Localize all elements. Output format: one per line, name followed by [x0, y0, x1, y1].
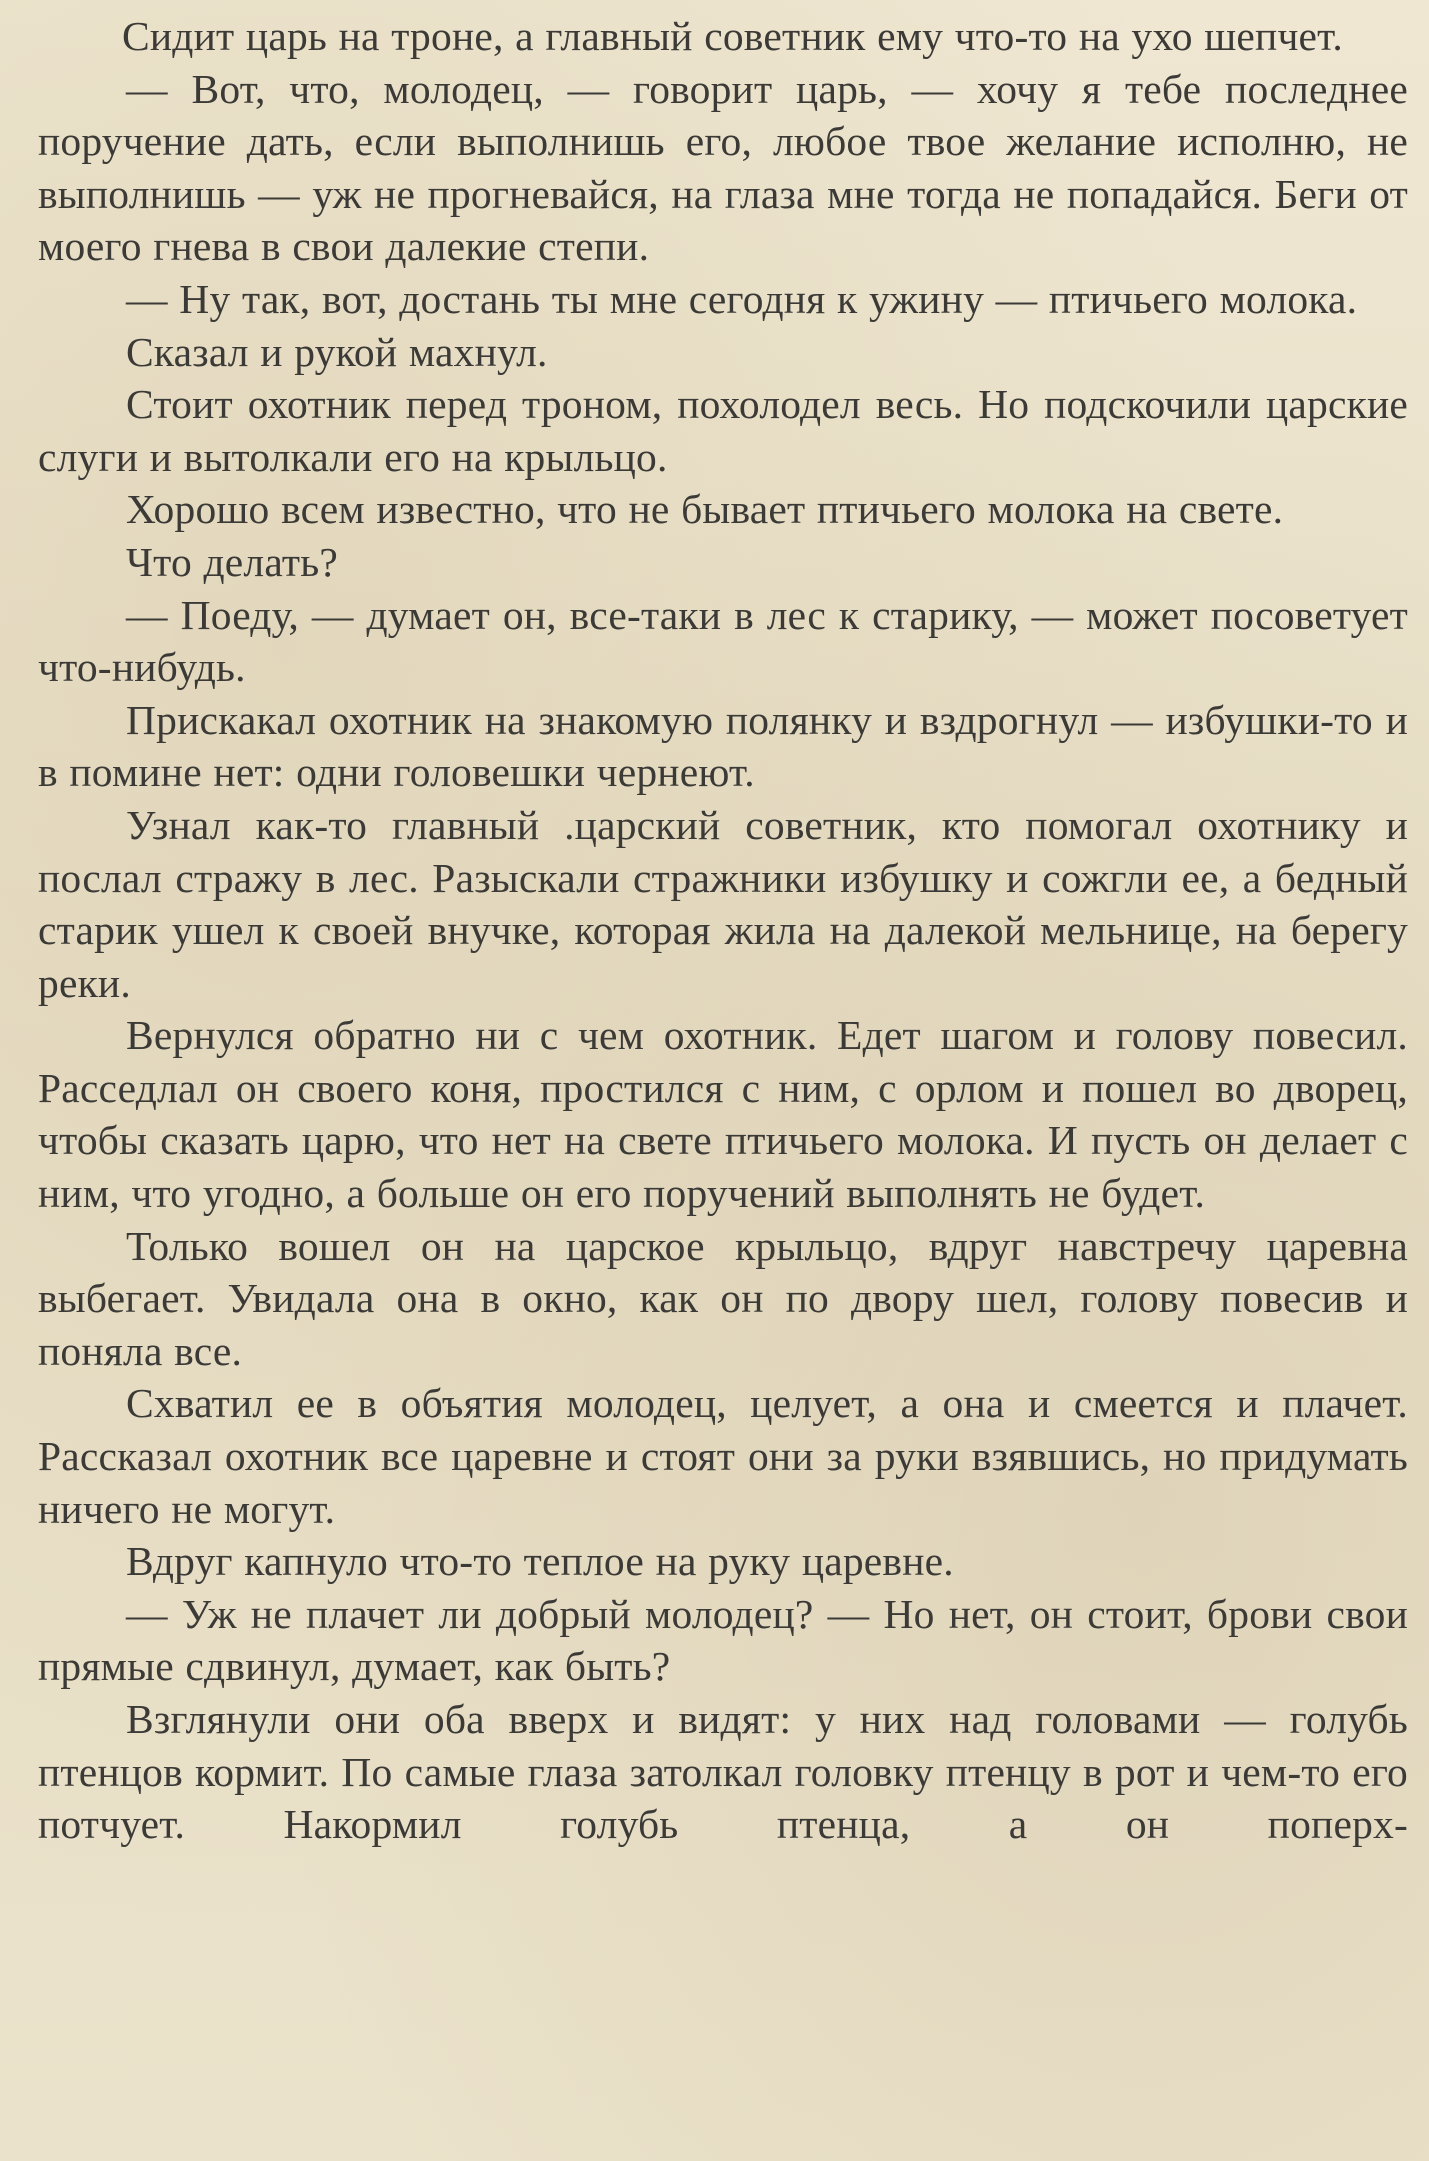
paragraph: Узнал как-то главный .царский советник, кто помогал охотнику и послал стражу в лес. Разыскали стражники избушку и сожгли ее, а бедный старик ушел к своей внучке, которая жила на далекой мельнице, на берегу реки.	[38, 801, 1408, 1006]
paragraph: — Уж не плачет ли добрый молодец? — Но нет, он стоит, брови свои прямые сдвинул, думает, как быть?	[38, 1590, 1408, 1690]
paragraph: Сказал и рукой махнул.	[126, 328, 548, 375]
paragraph: Только вошел он на царское крыльцо, вдруг навстречу царевна выбегает. Увидала она в окно, как он по двору шел, голову повесив и поняла все.	[38, 1222, 1408, 1374]
paragraph: Вдруг капнуло что-то теплое на руку царевне.	[126, 1538, 954, 1585]
paragraph: — Ну так, вот, достань ты мне сегодня к ужину — птичьего молока.	[126, 275, 1358, 322]
paragraph: — Вот, что, молодец, — говорит царь, — хочу я тебе последнее поручение дать, если выполнишь его, любое твое желание исполню, не выполнишь — уж не прогневайся, на глаза мне тогда не попадайся. Беги от моего гнева в свои далекие степи.	[38, 65, 1408, 270]
paragraph: Стоит охотник перед троном, похолодел весь. Но подскочили царские слуги и вытолкали его на крыльцо.	[38, 381, 1408, 480]
book-page-text	[38, 10, 1408, 1851]
paragraph: Хорошо всем известно, что не бывает птичьего молока на свете.	[126, 486, 1284, 533]
paragraph: — Поеду, — думает он, все-таки в лес к старику, — может посоветует что-нибудь.	[38, 591, 1408, 691]
paragraph: Сидит царь на троне, а главный советник ему что-то на ухо шепчет.	[122, 13, 1343, 59]
paragraph: Схватил ее в объятия молодец, целует, а она и смеется и плачет. Рассказал охотник все царевне и стоят они за руки взявшись, но придумать ничего не могут.	[38, 1380, 1408, 1532]
paragraph: Вернулся обратно ни с чем охотник. Едет шагом и голову повесил. Расседлал он своего коня, простился с ним, с орлом и пошел во дворец, чтобы сказать царю, что нет на свете птичьего молока. И пусть он делает с ним, что угодно, а больше он его поручений выполнять не будет.	[38, 1012, 1408, 1217]
paragraph: Что делать?	[126, 538, 338, 585]
paragraph: Взглянули они оба вверх и видят: у них над головами — голубь птенцов кормит. По самые глаза затолкал головку птенцу в рот и чем-то его потчует. Накормил голубь птенца, а он поперх-	[38, 1696, 1408, 1848]
paragraph: Прискакал охотник на знакомую полянку и вздрогнул — избушки-то и в помине нет: одни головешки чернеют.	[38, 696, 1408, 796]
